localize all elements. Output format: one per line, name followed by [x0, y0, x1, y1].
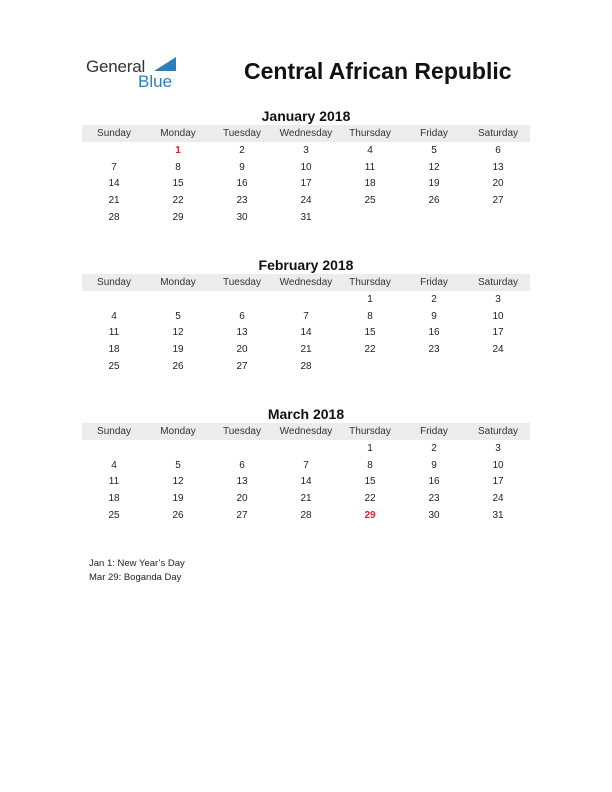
day-cell: 2 [431, 293, 437, 305]
day-cell: 31 [300, 212, 312, 224]
holiday-day-cell: 1 [175, 144, 181, 156]
weekday-label: Thursday [349, 277, 391, 288]
week-row [82, 325, 530, 342]
day-cell: 2 [431, 442, 437, 454]
week-row [82, 176, 530, 193]
weekday-label: Friday [420, 426, 448, 437]
month-title: March 2018 [267, 406, 345, 422]
day-cell: 17 [492, 476, 504, 488]
day-cell: 7 [303, 310, 309, 322]
day-cell: 3 [303, 144, 309, 156]
day-cell: 24 [492, 493, 504, 505]
day-cell: 10 [492, 310, 504, 322]
month-calendar [82, 405, 530, 524]
holiday-item: Mar 29: Boganda Day [89, 572, 182, 583]
day-cell: 23 [428, 493, 440, 505]
day-cell: 13 [236, 476, 248, 488]
day-cell: 9 [431, 310, 437, 322]
day-cell: 28 [300, 361, 312, 373]
month-title: January 2018 [261, 108, 351, 124]
day-cell: 4 [111, 310, 117, 322]
day-cell: 27 [492, 195, 504, 207]
day-cell: 6 [239, 310, 245, 322]
day-cell: 8 [367, 310, 373, 322]
week-row [82, 457, 530, 474]
day-cell: 6 [495, 144, 501, 156]
day-cell: 16 [428, 476, 440, 488]
day-cell: 25 [364, 195, 376, 207]
weekday-label: Monday [160, 128, 196, 139]
day-cell: 5 [431, 144, 437, 156]
day-cell: 27 [236, 510, 248, 522]
day-cell: 15 [364, 327, 376, 339]
day-cell: 17 [300, 178, 312, 190]
day-cell: 30 [236, 212, 248, 224]
day-cell: 22 [172, 195, 184, 207]
weekday-label: Thursday [349, 128, 391, 139]
day-cell: 22 [364, 344, 376, 356]
day-cell: 8 [367, 459, 373, 471]
week-row [82, 440, 530, 457]
day-cell: 26 [172, 510, 184, 522]
week-row [82, 308, 530, 325]
day-cell: 11 [364, 161, 376, 173]
day-cell: 26 [172, 361, 184, 373]
day-cell: 11 [108, 327, 120, 339]
weekday-label: Monday [160, 277, 196, 288]
day-cell: 20 [492, 178, 504, 190]
day-cell: 19 [172, 344, 184, 356]
week-row [82, 142, 530, 159]
weekday-label: Sunday [97, 426, 131, 437]
day-cell: 20 [236, 344, 248, 356]
day-cell: 27 [236, 361, 248, 373]
page-title: Central African Republic [244, 58, 512, 84]
day-cell: 24 [492, 344, 504, 356]
day-cell: 25 [108, 361, 120, 373]
day-cell: 10 [300, 161, 312, 173]
day-cell: 5 [175, 459, 181, 471]
week-row [82, 490, 530, 507]
weekday-label: Monday [160, 426, 196, 437]
day-cell: 8 [175, 161, 181, 173]
logo-general-text: General [86, 57, 146, 76]
day-cell: 13 [236, 327, 248, 339]
week-row [82, 358, 530, 375]
weekday-label: Tuesday [223, 128, 261, 139]
day-cell: 18 [108, 344, 120, 356]
month-calendar [82, 107, 530, 226]
week-row [82, 159, 530, 176]
day-cell: 17 [492, 327, 504, 339]
day-cell: 25 [108, 510, 120, 522]
weekday-label: Thursday [349, 426, 391, 437]
week-row [82, 474, 530, 491]
week-row [82, 192, 530, 209]
weekday-label: Tuesday [223, 277, 261, 288]
holiday-list [89, 557, 185, 585]
day-cell: 18 [364, 178, 376, 190]
logo-triangle-icon [154, 57, 176, 71]
day-cell: 29 [172, 212, 184, 224]
week-row [82, 341, 530, 358]
day-cell: 23 [428, 344, 440, 356]
day-cell: 30 [428, 510, 440, 522]
day-cell: 18 [108, 493, 120, 505]
day-cell: 7 [111, 161, 117, 173]
weekday-label: Saturday [477, 277, 519, 288]
day-cell: 26 [428, 195, 440, 207]
day-cell: 3 [495, 442, 501, 454]
logo-blue-text: Blue [138, 72, 173, 91]
day-cell: 12 [172, 327, 184, 339]
weekday-label: Saturday [477, 426, 519, 437]
day-cell: 3 [495, 293, 501, 305]
month-title: February 2018 [258, 257, 354, 273]
weekday-header-row [82, 125, 530, 142]
day-cell: 5 [175, 310, 181, 322]
weekday-label: Wednesday [279, 426, 333, 437]
day-cell: 14 [108, 178, 120, 190]
day-cell: 28 [300, 510, 312, 522]
day-cell: 7 [303, 459, 309, 471]
day-cell: 21 [300, 493, 312, 505]
month-calendar [82, 256, 530, 375]
weekday-label: Tuesday [223, 426, 261, 437]
day-cell: 24 [300, 195, 312, 207]
day-cell: 19 [172, 493, 184, 505]
day-cell: 9 [239, 161, 245, 173]
day-cell: 1 [367, 442, 373, 454]
day-cell: 22 [364, 493, 376, 505]
weekday-label: Wednesday [279, 128, 333, 139]
day-cell: 20 [236, 493, 248, 505]
day-cell: 10 [492, 459, 504, 471]
day-cell: 15 [364, 476, 376, 488]
logo [86, 54, 196, 94]
day-cell: 21 [108, 195, 120, 207]
day-cell: 4 [367, 144, 373, 156]
week-row [82, 291, 530, 308]
day-cell: 14 [300, 327, 312, 339]
weekday-header-row [82, 274, 530, 291]
weekday-label: Friday [420, 128, 448, 139]
week-row [82, 209, 530, 226]
holiday-day-cell: 29 [364, 510, 376, 522]
day-cell: 16 [236, 178, 248, 190]
day-cell: 19 [428, 178, 440, 190]
day-cell: 11 [108, 476, 120, 488]
day-cell: 28 [108, 212, 120, 224]
week-row [82, 507, 530, 524]
weekday-label: Friday [420, 277, 448, 288]
day-cell: 14 [300, 476, 312, 488]
day-cell: 9 [431, 459, 437, 471]
weekday-label: Sunday [97, 128, 131, 139]
day-cell: 21 [300, 344, 312, 356]
holiday-item: Jan 1: New Year’s Day [89, 558, 185, 569]
weekday-label: Wednesday [279, 277, 333, 288]
day-cell: 15 [172, 178, 184, 190]
day-cell: 4 [111, 459, 117, 471]
weekday-label: Saturday [477, 128, 519, 139]
day-cell: 23 [236, 195, 248, 207]
day-cell: 2 [239, 144, 245, 156]
weekday-label: Sunday [97, 277, 131, 288]
day-cell: 6 [239, 459, 245, 471]
day-cell: 1 [367, 293, 373, 305]
day-cell: 16 [428, 327, 440, 339]
day-cell: 12 [428, 161, 440, 173]
weekday-header-row [82, 423, 530, 440]
day-cell: 13 [492, 161, 504, 173]
day-cell: 12 [172, 476, 184, 488]
day-cell: 31 [492, 510, 504, 522]
